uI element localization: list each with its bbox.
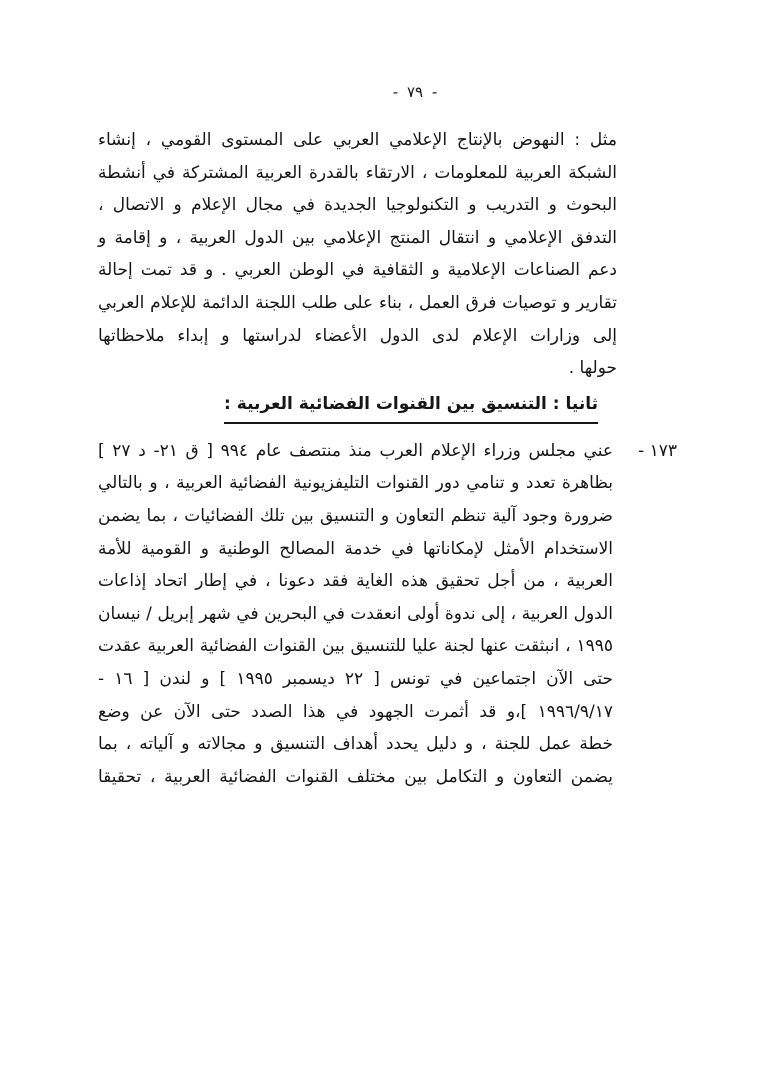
item-body <box>98 435 613 794</box>
item-line: الدول العربية ، إلى ندوة أولى انعقدت في البحرين في شهر إبريل / نيسان <box>98 603 613 624</box>
item-line: ضرورة وجود آلية تنظم التعاون و التنسيق بين تلك الفضائيات ، بما يضمن <box>98 505 613 526</box>
item-line: العربية ، من أجل تحقيق هذه الغاية فقد دعونا ، في إطار اتحاد إذاعات <box>98 571 613 592</box>
paragraph-line: مثل : النهوض بالإنتاج الإعلامي العربي على المستوى القومي ، إنشاء <box>98 130 617 150</box>
item-line: بظاهرة تعدد و تنامي دور القنوات التليفزيونية الفضائية العربية ، و بالتالي <box>98 473 613 494</box>
item-number: ١٧٣ - <box>638 440 677 461</box>
section-heading-text: ثانيا : التنسيق بين القنوات الفضائية العربية : <box>224 391 598 424</box>
section-heading <box>98 391 677 424</box>
item-line: حتى الآن اجتماعين في تونس [ ٢٢ ديسمبر ١٩٩٥ ] و لندن [ ١٦ - <box>98 668 613 689</box>
paragraph-line: دعم الصناعات الإعلامية و الثقافية في الوطن العربي . و قد تمت إحالة <box>98 260 617 281</box>
item-line: خطة عمل للجنة ، و دليل يحدد أهداف التنسيق و مجالاته و آلياته ، بما <box>98 734 613 755</box>
numbered-item-173 <box>98 435 677 794</box>
paragraph-last-line: حولها . <box>568 358 617 379</box>
continuation-paragraph <box>98 124 677 385</box>
paragraph-line: البحوث و التدريب و التكنولوجيا الجديدة في مجال الإعلام و الاتصال ، <box>98 195 617 216</box>
paragraph-line: الشبكة العربية للمعلومات ، الارتقاء بالقدرة العربية المشتركة في أنشطة <box>98 162 617 183</box>
paragraph-line: تقارير و توصيات فرق العمل ، بناء على طلب اللجنة الدائمة للإعلام العربي <box>98 292 617 313</box>
item-line: يضمن التعاون و التكامل بين مختلف القنوات الفضائية العربية ، تحقيقا <box>98 766 613 787</box>
item-line: ١٩٩٦/٩/١٧ ]،و قد أثمرت الجهود في هذا الصدد حتى الآن عن وضع <box>98 701 613 722</box>
item-line: عني مجلس وزراء الإعلام العرب منذ منتصف عام ٩٩٤ [ ق ٢١- د ٢٧ ] <box>98 440 613 461</box>
item-line: ١٩٩٥ ، انبثقت عنها لجنة عليا للتنسيق بين القنوات الفضائية العربية عقدت <box>98 636 613 657</box>
item-line: الاستخدام الأمثل لإمكاناتها في خدمة المصالح الوطنية و القومية للأمة <box>98 538 613 559</box>
page-number: - ٧٩ - <box>392 83 438 101</box>
paragraph-line: التدفق الإعلامي و انتقال المنتج الإعلامي بين الدول العربية ، و إقامة و <box>98 227 617 248</box>
paragraph-line: إلى وزارات الإعلام لدى الدول الأعضاء لدراستها و إبداء ملاحظاتها <box>98 325 617 346</box>
page-content <box>98 0 677 793</box>
